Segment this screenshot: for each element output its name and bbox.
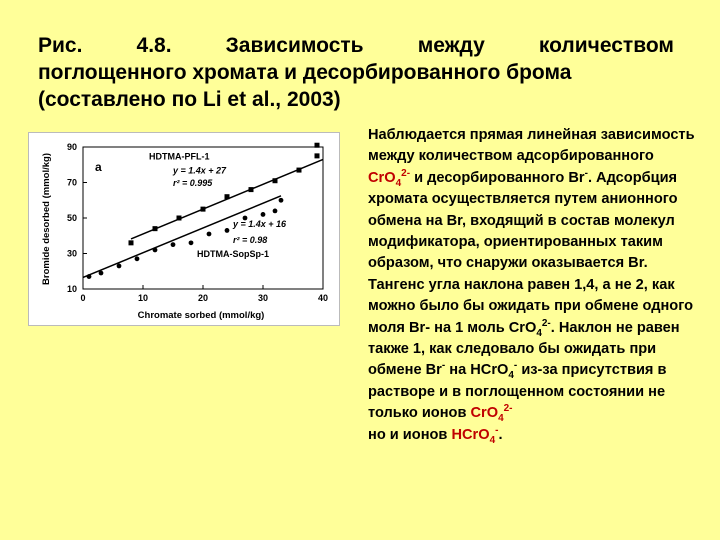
data-point-square [273, 178, 278, 183]
hydrochromate-formula: HCrO$_4$- [451, 424, 499, 446]
y-tick-label: 30 [66, 248, 77, 259]
text-run: на HCrO [445, 362, 509, 379]
y-tick-label: 70 [66, 177, 77, 188]
series-name-label: HDTMA-PFL-1 [149, 151, 210, 162]
slide-title [38, 32, 674, 113]
data-point-square [153, 226, 158, 231]
data-point-circle [261, 212, 266, 217]
panel-label: a [95, 160, 102, 174]
x-tick-label: 30 [257, 293, 269, 303]
data-point-square [201, 207, 206, 212]
text-run: но и ионов [368, 426, 452, 443]
chromate-formula: CrO$_4^{2-}$ [368, 167, 411, 189]
description-paragraph [368, 125, 698, 446]
x-axis-label: Chromate sorbed (mmol/kg) [137, 310, 265, 321]
y-axis-label: Bromide desorbed (mmol/kg) [41, 153, 52, 285]
title-word: между [417, 34, 485, 57]
data-point-square [129, 240, 134, 245]
data-point-square [315, 153, 320, 158]
text-run: из-за присутствия в растворе и в поглощенном состоянии не только ионов [368, 362, 667, 422]
text-run: и десорбированного Br [410, 169, 585, 186]
chart-svg [29, 133, 339, 325]
superscript: 2- [541, 317, 551, 329]
text-run: . Наклон не равен также 1, как следовало бы ожидать при обмене Br [368, 319, 680, 379]
equation-label: y = 1.4x + 16 [233, 218, 287, 229]
subscript: 4 [536, 327, 542, 339]
title-word: Зависимость [225, 34, 364, 57]
title-line-2: поглощенного хромата и десорбированного брома [38, 61, 572, 84]
data-point-circle [279, 198, 284, 203]
data-point-circle [153, 248, 158, 253]
title-line-1 [38, 32, 674, 59]
data-point-square [225, 194, 230, 199]
y-tick-label: 90 [66, 142, 77, 152]
data-point-square [177, 216, 182, 221]
x-tick-label: 40 [317, 293, 329, 303]
superscript: - [441, 360, 446, 372]
data-point-circle [171, 242, 176, 247]
data-point-circle [117, 264, 122, 269]
superscript: - [584, 167, 588, 179]
title-line-3: (составлено по Li et al., 2003) [38, 88, 341, 111]
superscript: - [513, 360, 518, 372]
data-point-circle [189, 240, 194, 245]
x-tick-label: 10 [137, 293, 149, 303]
equation-label: y = 1.4x + 27 [173, 165, 227, 176]
x-tick-label: 0 [80, 293, 86, 303]
text-run: Наблюдается прямая линейная зависимость между количеством адсорбированного [368, 127, 695, 165]
data-point-circle [99, 271, 104, 276]
data-point-circle [87, 274, 92, 279]
r2-label: r² = 0.98 [233, 234, 268, 245]
data-point-square [249, 187, 254, 192]
title-word: Рис. [38, 34, 83, 57]
chromate-formula: CrO$_4^{2-}$ [470, 403, 513, 425]
data-point-square [297, 168, 302, 173]
data-point-circle [225, 228, 230, 233]
data-point-circle [135, 256, 140, 261]
title-word: 4.8. [136, 34, 172, 57]
text-run: . [498, 426, 503, 443]
y-tick-label: 10 [66, 284, 77, 294]
series-name-label: HDTMA-SopSp-1 [197, 249, 269, 260]
text-run: . Адсорбция хромата осуществляется путем анионного обмена на Br, входящий в состав молекул модификатора, ориентированных таким образом, что снаружи оказывается Br. Тангенс угла наклона равен 1,4, а не 2, как можно было бы ожидать при обмене одного моля Br- на 1 моль CrO [368, 169, 694, 336]
chart-figure [28, 132, 340, 326]
data-point-circle [207, 232, 212, 237]
subscript: 4 [508, 370, 514, 382]
y-tick-label: 50 [66, 213, 77, 223]
data-point-circle [273, 209, 278, 214]
data-point-square [315, 143, 320, 148]
x-tick-label: 20 [197, 293, 209, 303]
title-word: количеством [538, 34, 674, 57]
r2-label: r² = 0.995 [173, 178, 213, 189]
